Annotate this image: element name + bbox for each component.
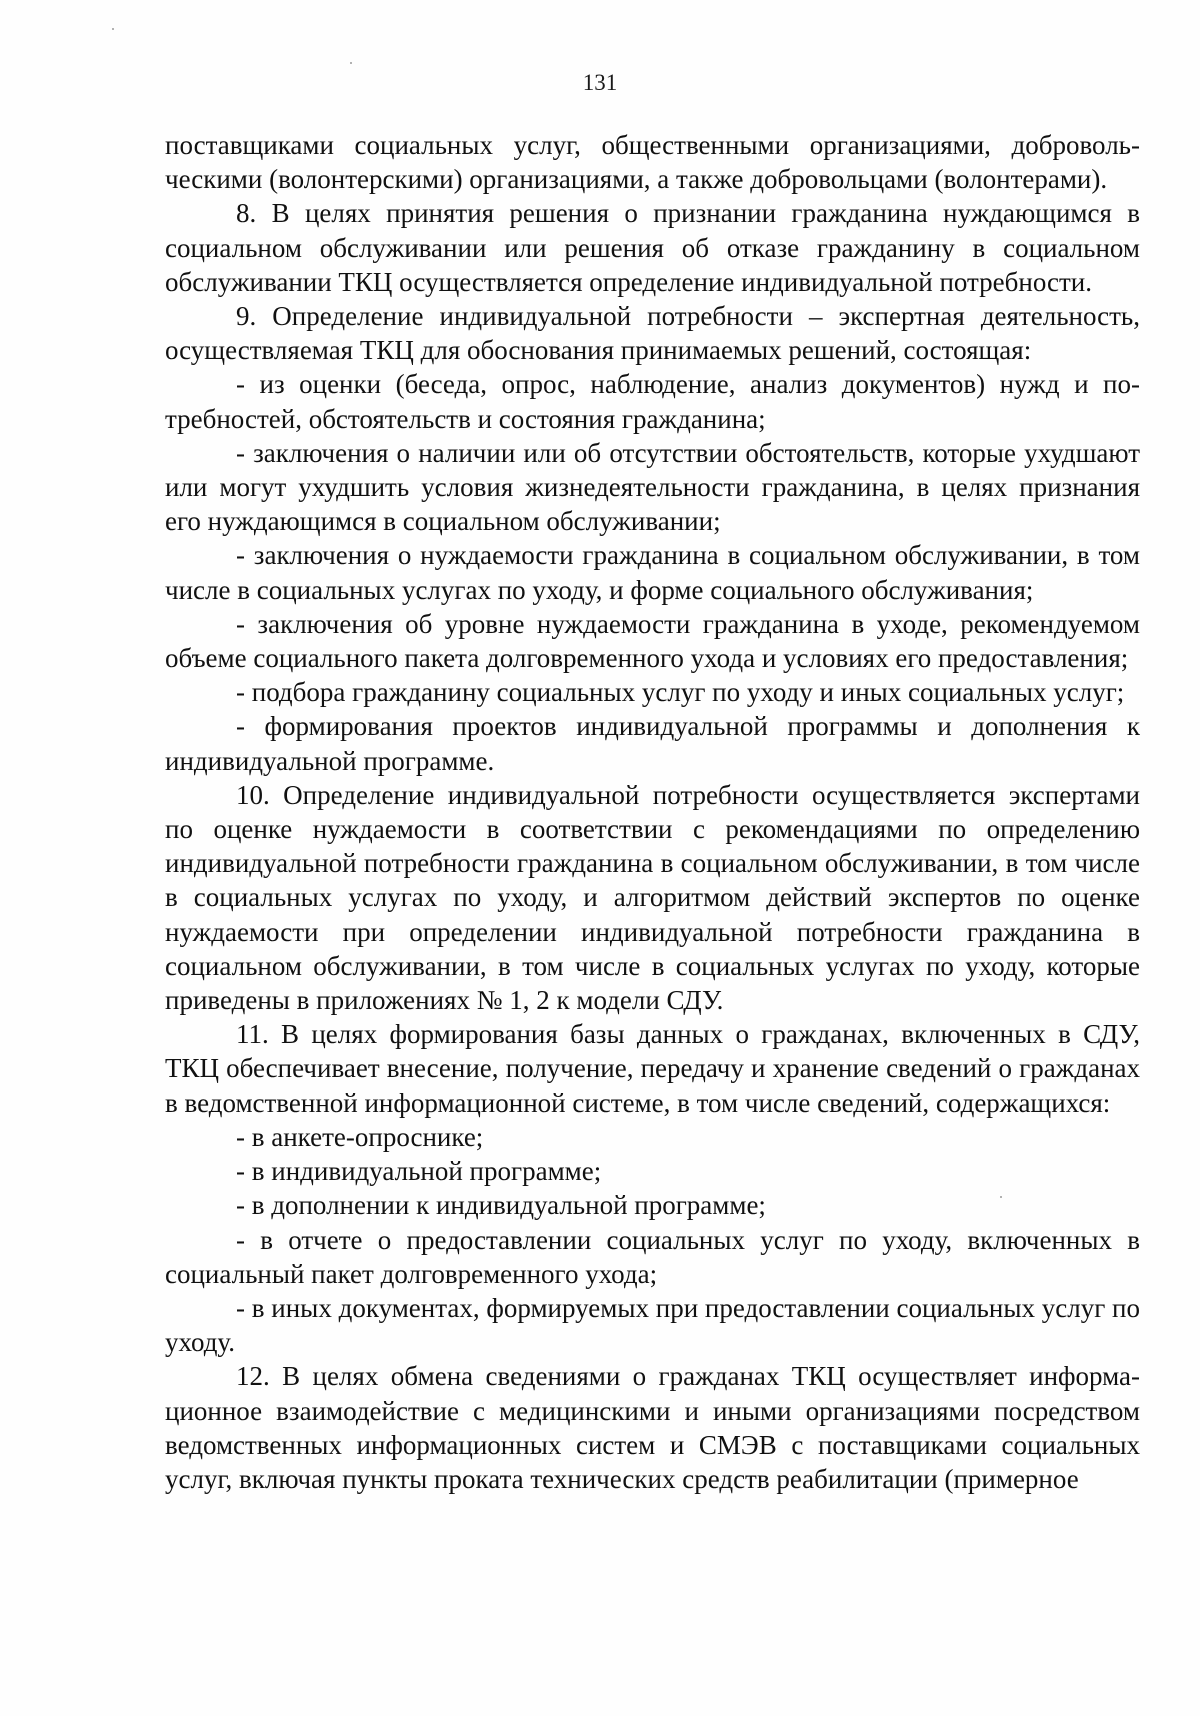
list-item-assessment: - из оценки (беседа, опрос, наблюдение, анализ документов) нужд и потребностей, обстоятельств и состояния гражданина; — [165, 369, 1140, 434]
list-item-need-conclusion: - заключения о нуждаемости гражданина в социальном обслуживании, в том числе в социальных услугах по уходу, и форме социального обслуживания; — [165, 540, 1140, 605]
paragraph-continuation: поставщиками социальных услуг, общественными организациями, добровольческими (волонтерскими) организациями, а также добровольцами (волонтерами). — [165, 130, 1140, 195]
paragraph-item-12: 12. В целях обмена сведениями о гражданах ТКЦ осуществляет информационное взаимодействие с медицинскими и иными организациями посредством ведомственных информационных систем и СМЭВ с поставщиками социальных услуг, включая пункты проката технических средств реабилитации (примерное — [165, 1361, 1140, 1494]
list-item-other-documents: - в иных документах, формируемых при предоставлении социальных услуг по уходу. — [165, 1292, 1140, 1358]
scan-speck — [350, 62, 352, 64]
paragraph-item-8: 8. В целях принятия решения о признании гражданина нуждающимся в социальном обслуживании или решения об отказе гражданину в социальном обслуживании ТКЦ осуществляется определение индивидуальной потребности. — [165, 198, 1140, 297]
document-body — [165, 128, 1140, 1496]
paragraph-item-11: 11. В целях формирования базы данных о гражданах, включенных в СДУ, ТКЦ обеспечивает внесение, получение, передачу и хранение сведений о гражданах в ведомственной информационной системе, в том числе сведений, содержащихся: — [165, 1019, 1140, 1118]
page-number: 131 — [582, 70, 618, 95]
list-item-circumstances-conclusion: - заключения о наличии или об отсутствии обстоятельств, которые ухудшают или могут ухудшить условия жизнедеятельности гражданина, в целях признания его нуждающимся в социальном обслуживании; — [165, 437, 1140, 537]
paragraph-item-10: 10. Определение индивидуальной потребности осуществляется экспертами по оценке нуждаемости в соответствии с рекомендациями по определению индивидуальной потребности гражданина в социальном обслуживании, в том числе в социальных услугах по уходу, и алгоритмом действий экспертов по оценке нуждаемости при определении индивидуальной потребности гражданина в социальном обслуживании, в том числе в социальных услугах по уходу, которые приведены в приложениях № 1, 2 к модели СДУ. — [165, 779, 1140, 1016]
list-item-individual-program: - в индивидуальной программе; — [236, 1156, 602, 1187]
list-item-questionnaire: - в анкете-опроснике; — [236, 1121, 484, 1152]
list-item-services-report: - в отчете о предоставлении социальных услуг по уходу, включенных в социальный пакет долговременного ухода; — [165, 1224, 1140, 1289]
list-item-service-selection: - подбора гражданину социальных услуг по уходу и иных социальных услуг; — [236, 677, 1125, 708]
list-item-care-level-conclusion: - заключения об уровне нуждаемости гражданина в уходе, рекомендуемом объеме социального пакета долговременного ухода и условиях его предоставления; — [165, 608, 1140, 674]
list-item-program-drafts: - формирования проектов индивидуальной программы и дополнения к индивидуальной программе. — [165, 711, 1140, 776]
list-item-program-supplement: - в дополнении к индивидуальной программе; — [236, 1190, 766, 1221]
paragraph-item-9: 9. Определение индивидуальной потребности – экспертная деятельность, осуществляемая ТКЦ для обоснования принимаемых решений, состоящая: — [165, 301, 1140, 366]
scan-speck — [112, 28, 114, 30]
